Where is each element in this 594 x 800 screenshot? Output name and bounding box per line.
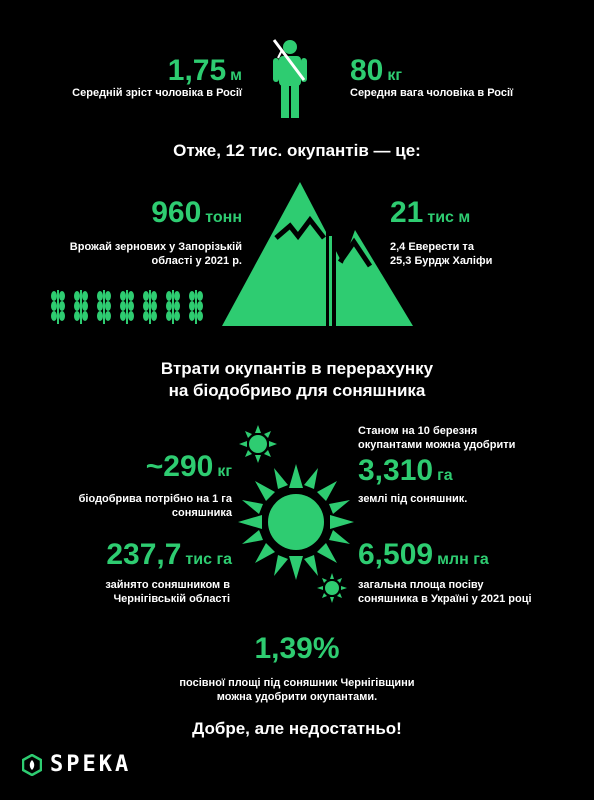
ukraine-caption [358, 578, 532, 606]
heading-losses-line1: Втрати окупантів в перерахунку [160, 359, 434, 378]
percent-caption-line2: можна удобрити окупантами. [216, 691, 378, 703]
tons-value: 960 [151, 196, 202, 229]
kg-per-ha-caption-line1: біодобрива потрібно на 1 га [78, 493, 232, 505]
heading-losses [0, 358, 594, 402]
tons-unit: тонн [205, 209, 242, 226]
percent-value: 1,39% [254, 632, 340, 665]
chernihiv-caption-line1: зайнято соняшником в [105, 579, 230, 591]
speka-logo-icon [22, 754, 42, 776]
sun-icon [236, 462, 356, 582]
kg-per-ha-caption-line2: соняшника [171, 507, 232, 519]
soldier-icon [270, 38, 310, 120]
height-value: 1,75 [167, 54, 227, 87]
meters-unit: тис м [427, 209, 471, 226]
ukraine-unit: млн га [437, 551, 489, 568]
ha-stat [358, 456, 453, 486]
sun-icon-small [238, 424, 278, 464]
ukraine-value: 6,509 [358, 538, 434, 571]
heading-losses-line2: на біодобриво для соняшника [168, 381, 426, 400]
kg-per-ha-stat [60, 452, 232, 482]
sun-icon-tiny [316, 572, 348, 604]
speka-logo [22, 752, 131, 777]
ukraine-caption-line1: загальна площа посіву [358, 579, 484, 591]
chernihiv-caption [20, 578, 230, 606]
height-unit: м [230, 67, 242, 84]
tons-stat [60, 198, 242, 228]
brand-name: SPEKA [50, 752, 132, 777]
mountain-icon [220, 180, 415, 330]
ukraine-caption-line2: соняшника в Україні у 2021 році [358, 593, 532, 605]
ha-value: 3,310 [358, 454, 434, 487]
weight-value: 80 [350, 54, 384, 87]
kg-per-ha-value: ~290 [145, 450, 214, 483]
meters-caption [390, 240, 492, 268]
meters-caption-line1: 2,4 Еверести та [390, 241, 474, 253]
ha-unit: га [437, 467, 453, 484]
percent-caption-line1: посівної площі під соняшник Чернігівщини [179, 677, 415, 689]
weight-caption: Середня вага чоловіка в Росії [350, 87, 514, 99]
wheat-icon [51, 290, 65, 324]
tons-caption-line2: області у 2021 р. [151, 255, 242, 267]
height-caption: Середній зріст чоловіка в Росії [72, 87, 242, 99]
height-stat [60, 56, 242, 86]
weight-unit: кг [387, 67, 403, 84]
tons-caption [20, 240, 242, 268]
as-of-line2: окупантами можна удобрити [358, 439, 516, 451]
percent-caption [0, 676, 594, 704]
wheat-row [48, 286, 218, 326]
chernihiv-value: 237,7 [106, 538, 182, 571]
tons-caption-line1: Врожай зернових у Запорізькій [69, 241, 242, 253]
kg-per-ha-caption [20, 492, 232, 520]
chernihiv-stat [40, 540, 232, 570]
footer-text: Добре, але недостатньо! [192, 719, 402, 738]
meters-stat [390, 198, 470, 228]
meters-caption-line2: 25,3 Бурдж Халіфи [390, 255, 493, 267]
meters-value: 21 [390, 196, 424, 229]
weight-stat [350, 56, 402, 86]
percent-stat [0, 634, 594, 664]
ukraine-stat [358, 540, 489, 570]
chernihiv-unit: тис га [185, 551, 232, 568]
as-of-caption [358, 424, 515, 452]
as-of-line1: Станом на 10 березня [358, 425, 478, 437]
chernihiv-caption-line2: Чернігівській області [113, 593, 230, 605]
kg-per-ha-unit: кг [217, 463, 232, 480]
heading-occupants: Отже, 12 тис. окупантів — це: [173, 141, 421, 160]
ha-caption: землі під соняшник. [358, 493, 468, 505]
